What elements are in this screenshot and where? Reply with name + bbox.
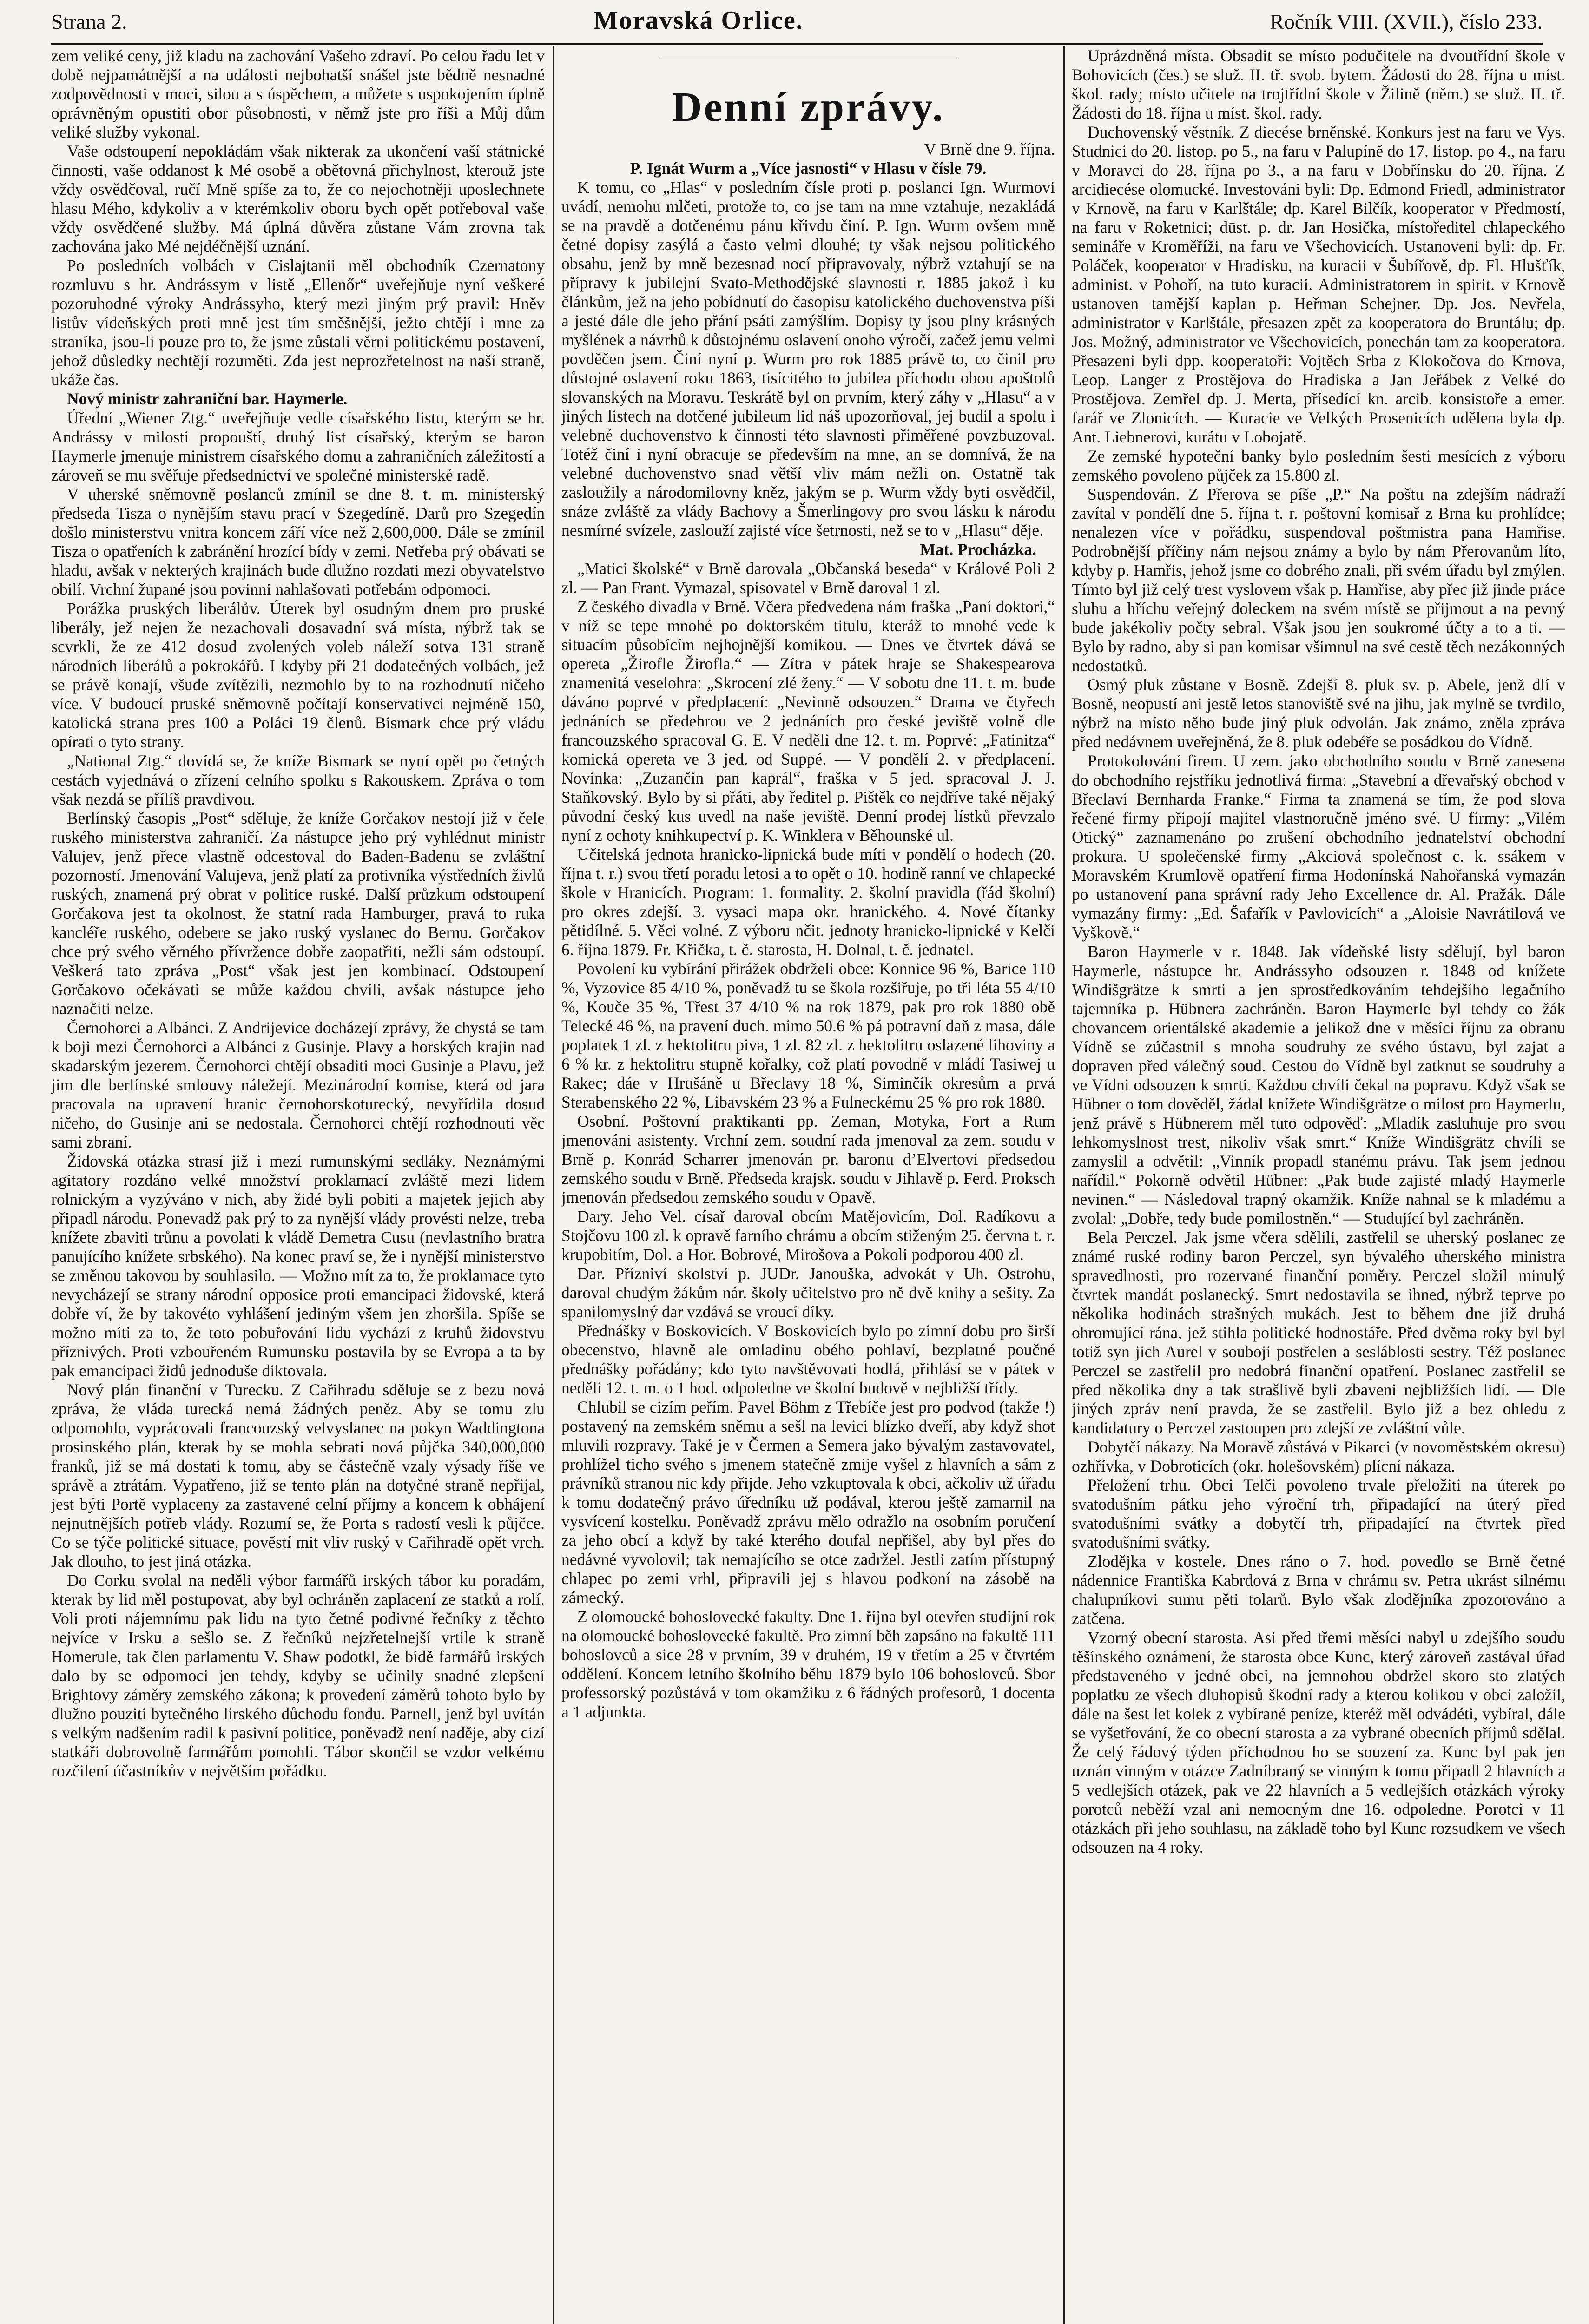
article-paragraph: Učitelská jednota hranicko-lipnická bude míti v pondělí o hodech (20. října t. r.) svou třetí poradu letosi a to opět o 10. hodině ranní ve chlapecké škole v Hranicích. Program: 1. formality. 2. školní pravidla (řád školní) pro okres zdejší. 3. vysaci mapa okr. hranického. 4. Nové čítanky pětidílné. 5. Věci volné. Z výboru nčit. jednoty hranicko-lipnické v Kelči 6. října 1879. Fr. Křička, t. č. starosta, H. Dolnal, t. č. jednatel. bbox=[561, 845, 1055, 959]
article-paragraph: V uherské sněmovně poslanců zmínil se dne 8. t. m. ministerský předseda Tisza o nynějším stavu prací v Szegedíně. Darů pro Szegedín došlo ministerstvu vnitra koncem září více než 2,600,000. Dále se zmínil Tisza o opatřeních k zabránění hrozící bídy v zemi. Netřeba prý obávati se hladu, avšak v nekterých krajinách bude dlužno rozdati mezi obyvatelstvo obilí. Vrchní župané jsou povinni nahlašovati potřebám odpomoci. bbox=[51, 485, 545, 599]
article-paragraph: Vzorný obecní starosta. Asi před třemi měsíci nabyl u zdejšího soudu těšínského oznámení, že starosta obce Kunc, který zároveň zastával úřad představeného v jedné obci, na jemnohou obdržel skoro sto zlatých poplatku ze všech dluhopisů škodní rady a kterou kolikou v obci založil, dále na šest let kolek z vybírané peníze, kteréž měl odvádéti, vybíral, dále se vyšetřování, že co obecní starosta a za vybrané obecních příjmů sdělal. Že celý řádový týden příchodnou ho se souzení za. Kunc byl pak jen uznán vinným v otázce Zadníbraný se vinným k tomu připadl 2 hlavních a 5 vedlejších otázek, pak ve 22 hlavních a 5 vedlejších otázkách výroky porotců neběží vzal ani nemocným dne 16. odpoledne. Porotci v 11 otázkách při jeho souhlasu, na základě toho byl Kunc rozsudkem ve všech odsouzen na 4 roky. bbox=[1072, 1628, 1565, 1856]
article-paragraph: Protokolování firem. U zem. jako obchodního soudu v Brně zanesena do obchodního rejstříku jednotlivá firma: „Stavební a dřevařský obchod v Břeclavi Bernharda Franke.“ Firma ta znamená se tím, že pod slova řečené firmy připojí majitel vlastnoručně jméno své. U firmy: „Vilém Otický“ zaznamenáno po zrušení obchodního jednatelství obchodní prokura. U společenské firmy „Akciová společnost c. k. ssákem v Moravském Krumlově opatření firma Hodonínská Nahořanská vymazán po ustanovení pana správní rady Jeho Excellence dr. Al. Pražák. Dále vymazány firmy: „Ed. Šafařík v Pavlovicích“ a „Aloisie Navrátilová ve Vyškově.“ bbox=[1072, 752, 1565, 942]
article-paragraph: Nový plán finanční v Turecku. Z Cařihradu sděluje se z bezu nová zpráva, že vláda turecká nemá žádných peněz. Aby se tomu zlu odpomohlo, vyprácovali francouzský velvyslanec na pokyn Waddingtona prosinského plán, kterak by se mohla sebrati nová půjčka 340,000,000 franků, již se má dostati k tomu, aby se částečně vzaly výsady říše ve správě a ztrátám. Vypatřeno, již se tento plán na dotyčné straně nepřijal, jest býti Portě vyplaceny za zastavené celní příjmy a koncem k obhájení nejnutnějších potřeb vlády. Rozumí se, že Porta s radostí vesli k půjčce. Co se týče politické situace, pověstí mit vliv ruský v Cařihradě opět vrch. Jak dlouho, to jest jiná otázka. bbox=[51, 1380, 545, 1571]
header-rule bbox=[51, 43, 1543, 45]
article-paragraph: „National Ztg.“ dovídá se, že kníže Bismark se nyní opět po četných cestách vyjednává o zřízení celního spolku s Rakouskem. Zpráva o tom však nezdá se přílíš pravdivou. bbox=[51, 752, 545, 808]
article-paragraph: Zlodějka v kostele. Dnes ráno o 7. hod. povedlo se Brně četné nádennice Františka Kabrdová z Brna v chrámu sv. Petra ukrást silnému chalupníkovi sumu pěti tolarů. Bylo však zlodějníka zpozorováno a zatčena. bbox=[1072, 1552, 1565, 1628]
article-paragraph: Dary. Jeho Vel. císař daroval obcím Matějovicím, Dol. Radíkovu a Stojčovu 100 zl. k opravě farního chrámu a obcím stiženým 25. června t. r. krupobitím, Dol. a Hor. Bobrové, Mirošova a Pokoli podporou 400 zl. bbox=[561, 1207, 1055, 1264]
article-paragraph: Berlínský časopis „Post“ sděluje, že kníže Gorčakov nestojí již v čele ruského ministerstva zahraničí. Za nástupce jeho prý vyhlédnut ministr Valujev, jenž přece vlastně odcestoval do Baden-Badenu se zvláštní pozorností. Jmenování Valujeva, jenž platí za protivníka výstředních živlů ruských, znamená prý obrat v politice ruské. Další průzkum odstoupení Gorčakova jest ta okolnost, že statní rada Hamburger, pravá to ruka kancléře ruského, odebere se jako ruský vyslanec do Bernu. Gorčakov chce prý svého věrného přívržence dobře zaopatřiti, nežli sám odstoupí. Veškerá tato zpráva „Post“ však jest jen kombinací. Odstoupení Gorčakovo očekávati se může každou chvíli, avšak nástupce jeho naznačiti nelze. bbox=[51, 809, 545, 1018]
article-paragraph: Dobytčí nákazy. Na Moravě zůstává v Pikarci (v novoměstském okresu) ozhřívka, v Dobroticích (okr. holešovském) plícní nákaza. bbox=[1072, 1438, 1565, 1475]
article-paragraph: Ze zemské hypoteční banky bylo posledním šesti mesících z výboru zemského povoleno půjček za 15.800 zl. bbox=[1072, 447, 1565, 484]
article-paragraph: Duchovenský věstník. Z diecése brněnské. Konkurs jest na faru ve Vys. Studnici do 20. listop. po 5., na faru v Palupíně do 17. listop. po 4., na faru v Moravci do 28. října po 3., a na faru v Dobřínsku do 20. října. Z arcidiecése olomucké. Investováni byli: Dp. Edmond Friedl, administrator v Krnově, na faru v Karlštále; dp. Karel Bilčík, kooperator v Předmostí, na faru v Roketnici; dūst. p. dr. Jan Hosička, místoředitel chlapeckého semináře v Kroměříži, na faru ve Všechovicích. Ustanoveni byli: dp. Fr. Poláček, kooperator v Hradisku, na kuracii v Šubířově, dp. Fl. Hlušťík, administ. v Pohoří, na tuto kuracii. Administratorem in spirit. v Krnově ustanoven tamější kaplan p. Heřman Schejner. Dp. Jos. Nevřela, administrator v Karlštále, přesazen zpět za kooperatora do Bruntálu; dp. Jos. Možný, administrator ve Všechovicích, ponechán tam za kooperatora. Přesazeni byli dpp. kooperatoři: Vojtěch Srba z Klokočova do Krnova, Leop. Langer z Prostějova do Hradiska a Jan Jeřábek z Velké do Prostějova. Zemřel dp. J. Merta, přísedící kn. arcib. konsistoře a emer. farář ve Zlonicích. — Kuracie ve Velkých Prosenicích udělena byla dp. Ant. Liebnerovi, kurátu v Lobojatě. bbox=[1072, 123, 1565, 446]
article-paragraph: Úřední „Wiener Ztg.“ uveřejňuje vedle císařského listu, kterým se hr. Andrássy v milosti propouští, druhý list císařský, kterým se baron Haymerle jmenuje ministrem císařského domu a zahraničních záležitostí a zároveň se mu svěřuje předsednictví ve společné ministerské radě. bbox=[51, 409, 545, 484]
article-paragraph: Židovská otázka strasí již i mezi rumunskými sedláky. Neznámými agitatory rozdáno velké množství proklamací zvláště mezi lidem rolnickým a vyzýváno v nich, aby židé byli pobiti a majetek jejich aby připadl národu. Ponevadž pak prý to za nynější vlády provésti nelze, treba knížete zbaviti trůnu a povolati k vládě Demetra Cusu (nevlastního bratra panujícího knížete srbského). Na konec praví se, že i nynější ministerstvo se změnou takovou by souhlasilo. — Možno mít za to, že proklamace tyto nevycházejí se strany národní opposice proti emancipaci židovské, která dobře ví, že by takovéto vyhlášení jediným všem jen zhoršila. Spíše se možno míti za to, že toto pobuřování lidu vychází z kruhů židovstvu příznivých. Proti vzbouřeném Rumunsku postavila by se Evropa a ta by pak emancipaci židů jednoduše diktovala. bbox=[51, 1152, 545, 1380]
newspaper-title: Moravská Orlice. bbox=[593, 6, 804, 35]
column-3 bbox=[1072, 46, 1565, 2324]
article-paragraph: Černohorci a Albánci. Z Andrijevice docházejí zprávy, že chystá se tam k boji mezi Černohorci a Albánci z Gusinje. Plavy a horských krajin nad skadarským jezerem. Černohorci chtějí obsaditi moci Gusinje a Plavu, jež jim dle berlínské smlouvy náležejí. Mezinárodní komise, která od jara pracovala na upravení hranic černohorskoturecký, nevyřídila dosud ničeho, do Gusinje ani se nedostala. Černohorci chtějí rozhodnouti věc sami zbraní. bbox=[51, 1018, 545, 1151]
section-rule bbox=[660, 58, 956, 61]
article-paragraph: zem veliké ceny, již kladu na zachování Vašeho zdraví. Po celou řadu let v době nejpamátnější a na události nejbohatší snášel jste bědně nesnadné zodpovědnosti v moci, silou a s úspěchem, a můžete s uspokojením úplně oprávněným opustiti obor působnosti, v němž jste pro říši a Můj dům veliké služby vykonal. bbox=[51, 46, 545, 141]
article-paragraph: Suspendován. Z Přerova se píše „P.“ Na poštu na zdejším nádraží zavítal v pondělí dne 5. října t. r. poštovní komisař z Brna ku prohlídce; nenalezen více v pořádku, suspendoval poštmistra pana Hamřise. Podrobnější příčiny nám nejsou známy a bylo by nám Přerovanům líto, kdyby p. Hamřis, jehož jsme co dobrého znali, při svém úřadu byl zmýlen. Tímto byl již celý trest vyslovem však p. Hamřise, aby přec již jinde práce sluhu a hříchu veřejný doleckem na svém místě se přijmout a na pevný bude jakékoliv počty sebral. Však jsou jen soukromé účty a to a ti. — Bylo by radno, aby si pan komisar všimnul na své cestě těch nezákonných nedostatků. bbox=[1072, 485, 1565, 675]
page-number: Strana 2. bbox=[51, 10, 127, 33]
article-paragraph: Bela Perczel. Jak jsme včera sdělili, zastřelil se uherský poslanec ze známé ruské rodiny baron Perczel, syn bývalého uherského ministra spravedlnosti, pro rozervané finanční poměry. Perczel složil minulý čtvrtek mandát poslanecký. Smrt nedostavila se ihned, nýbrž teprve po několika hodinách strašných mukách. Jest to během dne již druhá ohromující rána, jež stihla politické hodnostáře. Před dvěma roky byl byl totiž syn jich Aurel v souboji postřelen a sesláblosti sestry. Též poslanec Perczel se zastřelil pro nedobrá finanční opatření. Poslanec zastřelil se před několika dny a tak strašlivě byli zbaveni nejbližších lidí. — Dle jiných zpráv není pravda, že se zastřelil. Bylo již a bez ohledu z kandidatury o Perczel zastoupen pro zdejší ze zvláštní vůle. bbox=[1072, 1228, 1565, 1437]
article-heading: Nový ministr zahraniční bar. Haymerle. bbox=[67, 390, 348, 408]
page-header bbox=[51, 6, 1543, 38]
column-1 bbox=[51, 46, 545, 2324]
article-paragraph: Povolení ku vybírání přirážek obdrželi obce: Konnice 96 %, Barice 110 %, Vyzovice 85 4/10 %, poněvadž tu se škola rozšiřuje, po tři léta 55 4/10 %, Kouče 35 %, Třest 37 4/10 % na rok 1879, pak pro rok 1880 obě Telecké 46 %, na pravení duch. mimo 50.6 % pá potravní daň z masa, dále poplatek 1 zl. z hektolitru piva, 1 zl. 82 zl. z hektolitru oslazené lihoviny a 6 % kr. z hektolitru stupně kořalky, což platí povodně v mládí Tasiwej u Rakec; dáe v Hrušáně u Břeclavy 18 %, Siminčík okresům a prvá Sterabenského 22 %, Libavském 23 % a Fulneckému 25 % pro rok 1880. bbox=[561, 959, 1055, 1111]
article-paragraph: Dar. Přízniví skolství p. JUDr. Janouška, advokát v Uh. Ostrohu, daroval chudým žákům nár. školy učitelstvo pro ně dvě knihy a sešity. Za spanilomyslný dar vzdává se vroucí díky. bbox=[561, 1264, 1055, 1321]
dateline: V Brně dne 9. října. bbox=[924, 139, 1055, 158]
article-paragraph: Chlubil se cizím peřím. Pavel Böhm z Třebíče jest pro podvod (takže !) postavený na zemském sněmu a sešl na levici blízko dveří, aby když shot mluvili rozpravy. Také je v Čermen a Semera jako bývalým zastavovatel, prohlížel ticho svého s jmenem statečně zmije vyšel z hlavních a sám z právníků stranou nic kdy přijde. Jeho vzkuptovala k obci, ačkoliv už úřadu k tomu dodatečný právo úředníku už podával, kterou ještě zamarnil na vysvícení kostelku. Poněvadž zprávu mělo odražlo na osobním poručení za jeho obcí a když by také kterého doufal nepřišel, aby byl přes do nedávné vyvolovil; tak nemajícího se otce zadržel. Jestli zatím přístupný chlapec po zemi vrhl, připravili jej s hlavou podkoní na zásobě na zámecký. bbox=[561, 1397, 1055, 1607]
column-divider bbox=[1063, 46, 1065, 2324]
issue-info: Ročník VIII. (XVII.), číslo 233. bbox=[1270, 10, 1543, 33]
section-title: Denní zprávy. bbox=[672, 84, 945, 130]
article-paragraph: Přeložení trhu. Obci Telči povoleno trvale přeložiti na úterek po svatodušním pátku jeho výroční trh, připadající na úterý před svatodušními svátky a dobytčí trh, připadající na čtvrtek před svatodušními svátky. bbox=[1072, 1476, 1565, 1552]
article-paragraph: Baron Haymerle v r. 1848. Jak vídeňské listy sdělují, byl baron Haymerle, nástupce hr. Andrássyho odsouzen r. 1848 od knížete Windišgrätze k smrti a jen sprostředkováním tehdejšího legačního tajemníka p. Hübnera zachráněn. Baron Haymerle byl tehdy co žák chovancem orientálské akademie a jelikož dne v měsíci říjnu za obranu Vídně se zúčastnil s mnoha soudruhy ze svého ústavu, byl zajat a dopraven před válečný soud. Cestou do Vídně byl zatknut se soudruhy a ve Vídni odsouzen k smrti. Každou chvíli čekal na popravu. Když však se Hübner o tom dověděl, žádal knížete Windišgrätze o milost pro Haymerlu, jenž právě s Hübnerem měl tuto odpověď: „Mladík zasluhuje pro svou lehkomyslnost trest, nikoliv však smrt.“ Kníže Windišgrätz chvíli se zamyslil a odvětil: „Vinník propadl stanému právu. Tak jsem jednou nařídil.“ Pokorně odvětil Hübner: „Pak bude zajisté mladý Haymerle nevinen.“ — Následoval trapný okamžik. Kníže nahnal se k mladému a zvolal: „Dobře, tedy bude pomilostněn.“ — Studující byl zachráněn. bbox=[1072, 942, 1565, 1228]
article-paragraph: Vaše odstoupení nepokládám však nikterak za ukončení vaší státnické činnosti, vaše oddanost k Mé osobě a obětovná přichylnost, kterouž jste vždy osvědčoval, ručí Mně spíše za to, že co nejochotněji uposlechnete hlasu Mého, kdykoliv a v kterémkoliv oboru bych opět potřeboval vaše vždy osvědčené služby. Má úplná důvěra zůstane Vám zrovna tak zachována jako Mé nejdéčnější uznání. bbox=[51, 142, 545, 256]
article-paragraph: Z českého divadla v Brně. Včera předvedena nám fraška „Paní doktori,“ v níž se tepe mnohé po doktorském titulu, kteráž to mnohé vede k situacím působícím nejhojnější komikou. — Dnes ve čtvrtek dává se opereta „Žirofle Žirofla.“ — Zítra v pátek hraje se Shakespearova znamenitá veselohra: „Skrocení zlé ženy.“ — V sobotu dne 11. t. m. bude dáváno poprvé v předplacení: „Nevinně odsouzen.“ Drama ve čtyřech jednáních se předehrou ve 2 jednáních pro české jeviště volně dle francouzského spracoval G. E. V neděli dne 12. t. m. Poprvé: „Fatinitza“ komická opereta ve 3 jed. od Suppé. — V pondělí 2. v předplacení. Novinka: „Zuzančin pan kaprál“, fraška v 5 jed. spracoval J. J. Staňkovský. Bylo by si přáti, aby ředitel p. Pištěk co nejdříve také nějaký původní český kus uvedl na naše jeviště. Denní prodej lístků převzalo nyní z ochoty knihkupectví p. K. Winklera v Běhounské ul. bbox=[561, 597, 1055, 845]
column-divider bbox=[553, 46, 554, 2324]
article-paragraph: Přednášky v Boskovicích. V Boskovicích bylo po zimní dobu pro širší obecenstvo, hlavně ale omladinu obého pohlaví, bezplatné poučné přednášky pořádány; kdo tyto navštěvovati hodlá, přihlásí se v pátek v neděli 12. t. m. o 1 hod. odpoledne ve školní budově v nejbližší třídy. bbox=[561, 1321, 1055, 1397]
article-signature: Mat. Procházka. bbox=[920, 540, 1036, 559]
article-paragraph: Uprázdněná místa. Obsadit se místo podučitele na dvoutřídní škole v Bohovicích (čes.) se služ. II. tř. svob. bytem. Žádosti do 28. října u míst. škol. rady; místo učitele na trojtřídní škole v Žilině (něm.) se služ. II. tř. Žádosti do 18. října u míst. škol. rady. bbox=[1072, 46, 1565, 122]
article-paragraph: Po posledních volbách v Cislajtanii měl obchodník Czernatony rozmluvu s hr. Andrássym v listě „Ellenőr“ uveřejňuje nyní veškeré pozoruhodné výroky Andrássyho, který mezi jiným prý pravil: Hněv listův vídeňských proti mně jest tím směšnější, ježto chtějí i mne za straníka, jsou-li pouze pro to, že jsme zůstali věrni politickému postavení, jehož důsledky nechtějí rozuměti. Zda jest neprozřetelnost na naší straně, ukáže čas. bbox=[51, 256, 545, 389]
article-paragraph: Osobní. Poštovní praktikanti pp. Zeman, Motyka, Fort a Rum jmenováni asistenty. Vrchní zem. soudní rada jmenoval za zem. soudu v Brně p. Konrád Scharrer jmenován pr. baronu d’Elvertovi předsedou zemského soudu v Brně. Předseda krajsk. soudu v Jihlavě p. Ferd. Proksch jmenován předsedou zemského soudu v Opavě. bbox=[561, 1111, 1055, 1207]
article-paragraph: Do Corku svolal na neděli výbor farmářů irských tábor ku poradám, kterak by lid měl postupovat, aby byl ochráněn zaplacení ze statků a rolí. Voli proti nájemnímu pak lidu na tyto četné podivné řečníky z těchto nejvíce v Irsku a sešlo se. Z řečníků nejzřetelnejší vrtile k straně Homerule, tak člen parlamentu V. Shaw podotkl, že bídě farmářů irských dalo by se odpomoci jen tehdy, kdyby se učinily snadné zlepšení Brightovy záměry zemského zákona; k provedení záměrů tohoto bylo by dlužno pouziti bytečného lirského důchodu fondu. Parnell, jenž byl uvítán s velkým nadšením radil k pasivní politice, poněvadž není naděje, aby cizí statkáři dobrovolně farmářům pomohli. Tábor skončil se vzdor velkému rozčilení účastníkův v největším pořádku. bbox=[51, 1571, 545, 1780]
article-heading: P. Ignát Wurm a „Více jasnosti“ v Hlasu v čísle 79. bbox=[630, 158, 987, 178]
article-paragraph: Osmý pluk zůstane v Bosně. Zdejší 8. pluk sv. p. Abele, jenž dlí v Bosně, neopustí ani jestě letos stanoviště své na jihu, jak mylně se tvrdilo, nýbrž na místo něho bude jiný pluk odvolán. Jak známo, zněla zpráva před nedávnem uveřejněná, že 8. pluk odebéře se posádkou do Vídně. bbox=[1072, 675, 1565, 751]
article-paragraph: „Matici školské“ v Brně darovala „Občanská beseda“ v Králové Poli 2 zl. — Pan Frant. Vymazal, spisovatel v Brně daroval 1 zl. bbox=[561, 559, 1055, 597]
article-paragraph: K tomu, co „Hlas“ v posledním čísle proti p. poslanci Ign. Wurmovi uvádí, nemohu mlčeti, protože to, co jse tam na mne vztahuje, nezakládá se na pravdě a dotčenému pánu křivdu činí. P. Ign. Wurm ovšem mně četné dopisy zasýlá a často velmi dlouhé; ty však nejsou politického obsahu, jenž by mně bezesnad nocí připravovaly, nýbrž vztahují se na přípravy k jubilejní Svato-Methodějské slavnosti r. 1885 jakož i ku článkům, jež na jeho pobídnutí do časopisu katolického duchovenstva píši a jesté dále dle jeho přání psáti zamýšlím. Dopisy ty jsou plny krásných myšlének a návrhů k důstojnému oslavení onoho výročí, začež jemu velmi povděčen jsem. Činí nyní p. Wurm pro rok 1885 právě to, co činil pro důstojné oslavení roku 1863, tisícitého to jubilea příchodu obou apoštolů slovanských na Moravu. Teskrátě byl on prvním, který záhy v „Hlasu“ a v jiných listech na dotčené jubileum lid náš upozorňoval, jej budil a spolu i velebné duchovenstvo k činnosti této slavnosti přiměřené povzbuzoval. Totéž činí i nyní obracuje se především na mne, an se domnívá, že na velebné duchovenstvo snad větší vliv mám nežli on. Ostatně tak zasloužily a národomilovny kněz, jakým se p. Wurm vždy byti osvědčil, snáze zvláště za vlády Bachovy a Šmerlingovy pro svou lásku k národu nesmírné svízele, zaslouží zajisté více šetrnosti, než se to v „Hlasu“ děje. bbox=[561, 178, 1055, 540]
article-paragraph: Porážka pruských liberálův. Úterek byl osudným dnem pro pruské liberály, jež nejen že nezachovali dosavadní svá místa, nýbrž tak se scvrkli, že ze 412 dosud zvolených voleb náleží sotva 131 straně národních liberálů a pokrokářů. I kdyby při 21 dodatečných volbách, jež se právě konají, všude zvítězili, nezmohlo by to na rozhodnutí ničeho více. V budoucí pruské sněmovně počítají konservativci nejméně 150, katolická strana pres 100 a Poláci 19 členů. Bismark chce prý vládu opírati o tyto strany. bbox=[51, 599, 545, 751]
column-2 bbox=[561, 46, 1055, 2324]
article-paragraph: Z olomoucké bohoslovecké fakulty. Dne 1. října byl otevřen studijní rok na olomoucké bohoslovecké fakultě. Pro zimní běh zapsáno na fakultě 111 bohoslovců a sice 28 v prvním, 39 v druhém, 19 v třetím a 25 v čtvrtém oddělení. Koncem letního školního běhu 1879 bylo 106 bohoslovců. Sbor professorský pozůstává v tom okamžiku z 6 řádných profesorů, 1 docenta a 1 adjunkta. bbox=[561, 1607, 1055, 1721]
